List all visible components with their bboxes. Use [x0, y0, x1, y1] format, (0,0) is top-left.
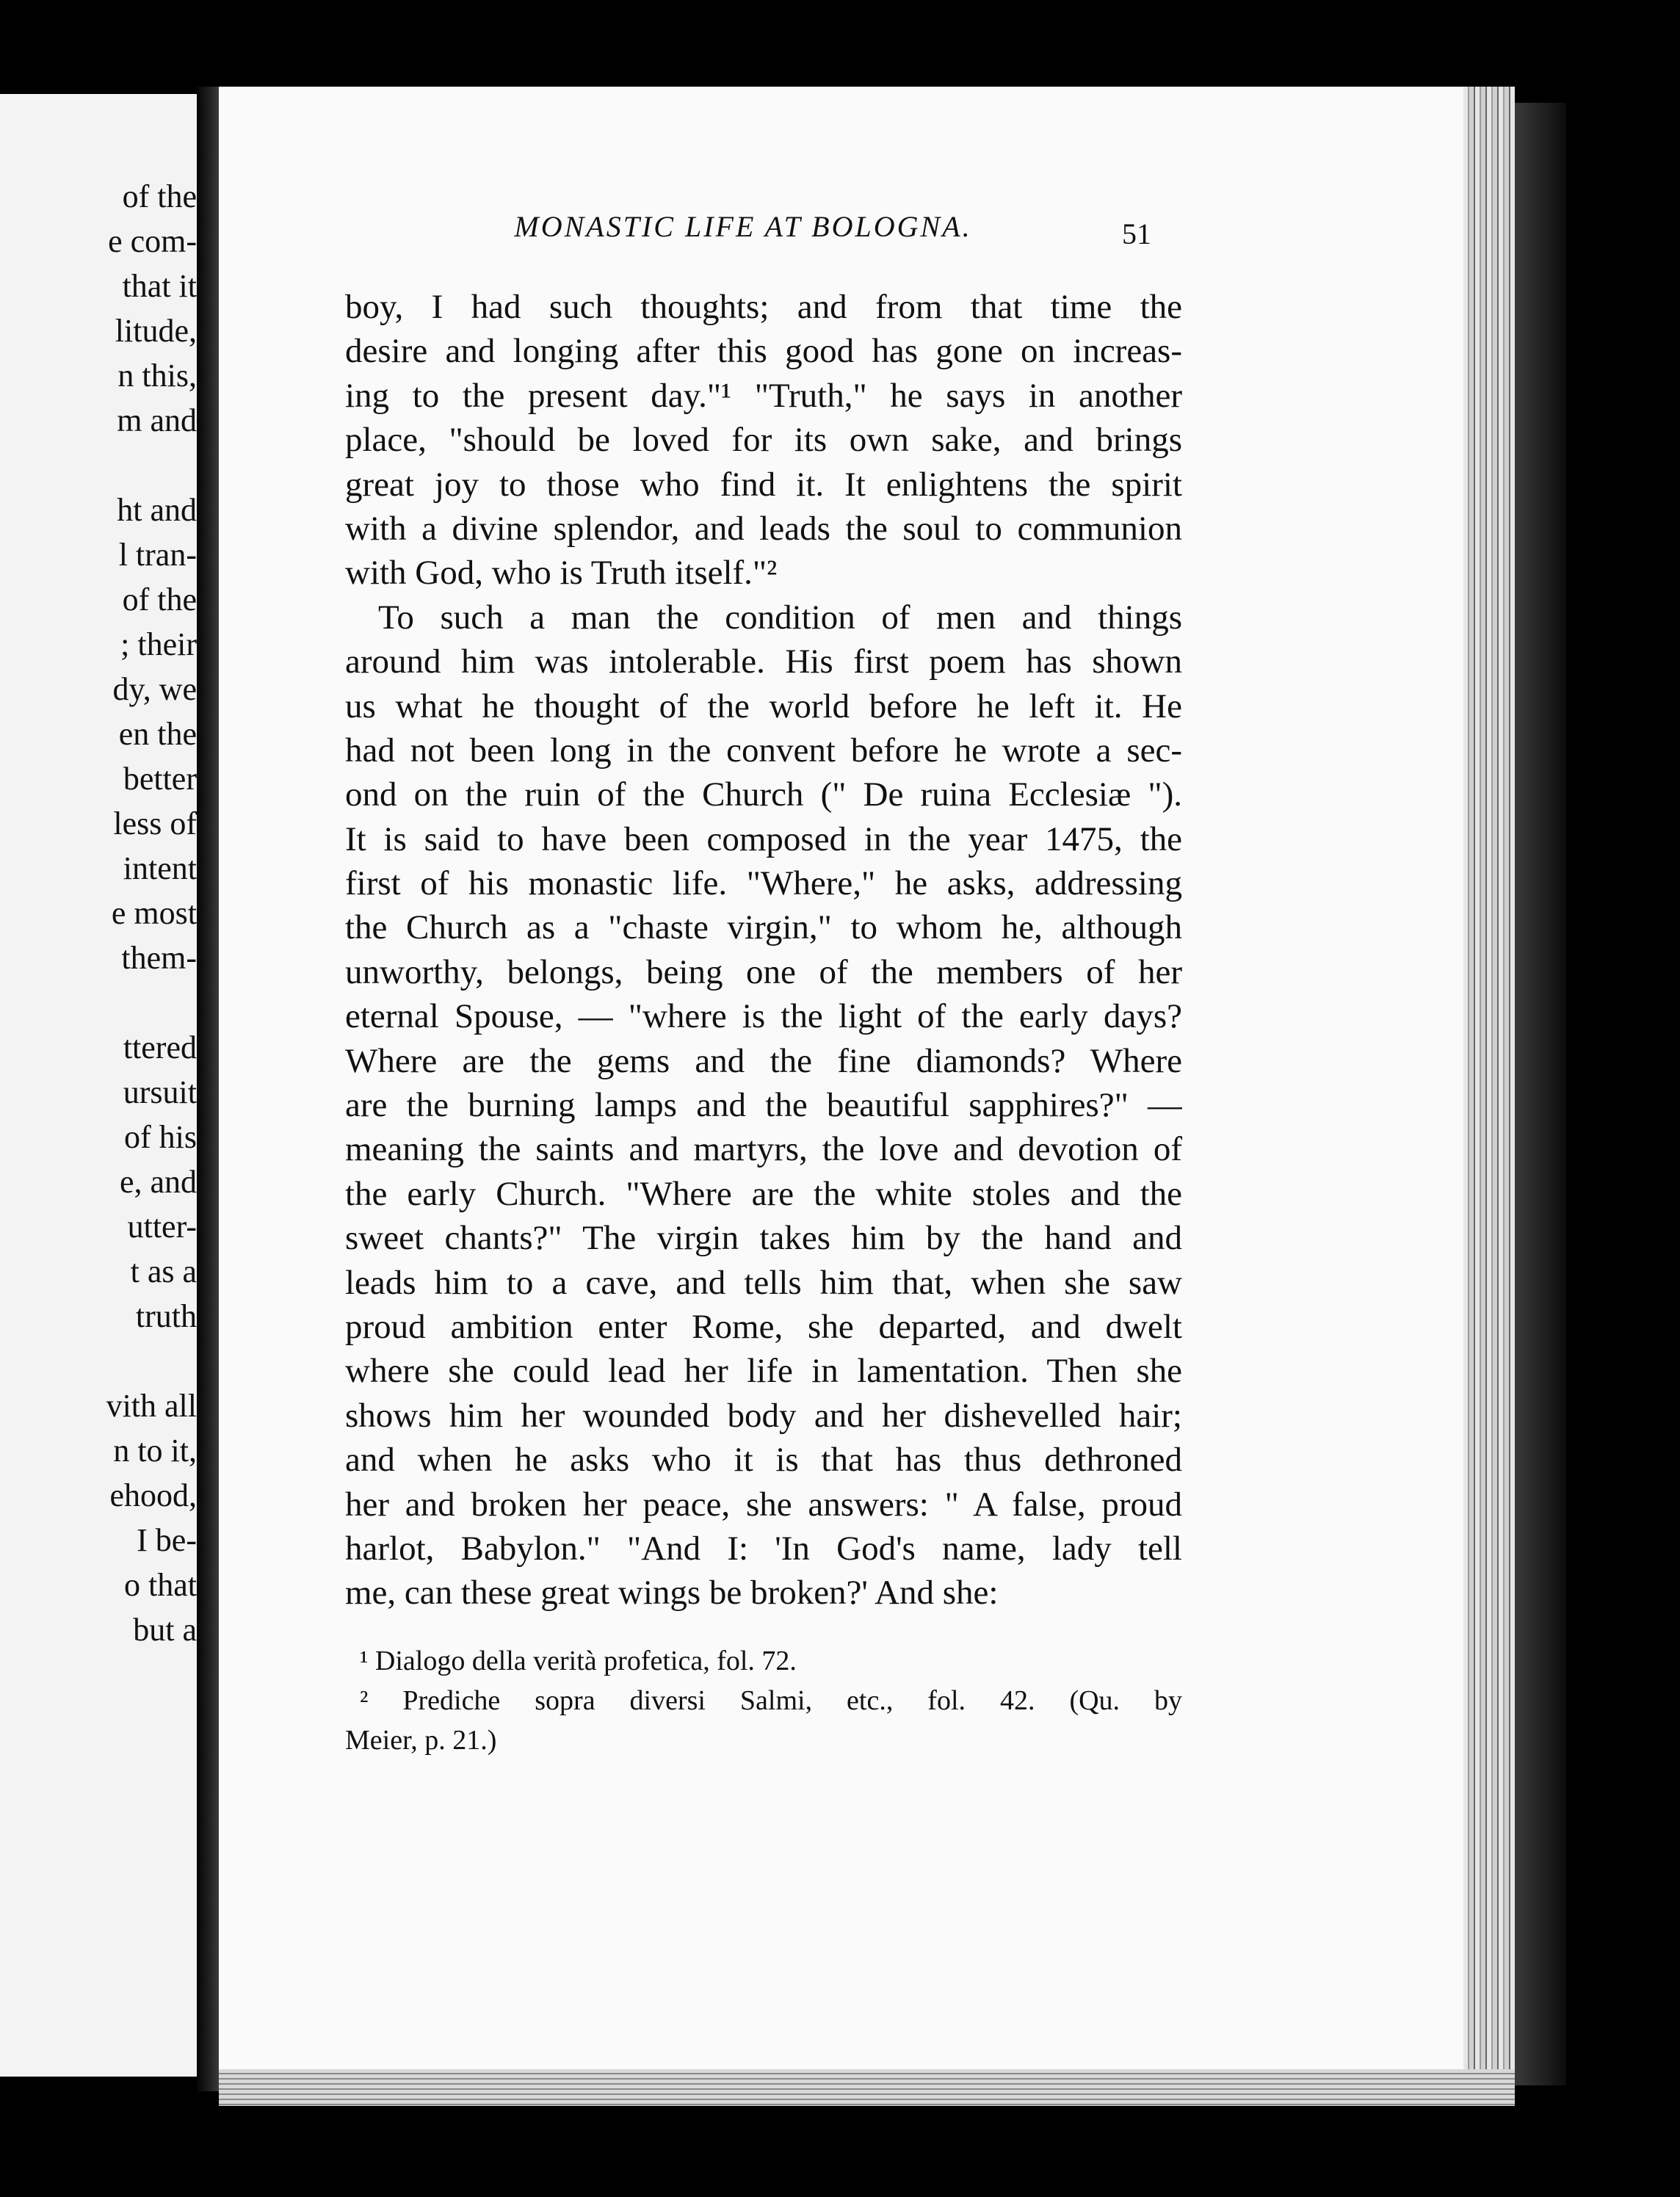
left-page-line: less of [113, 806, 197, 841]
text-line: ond on the ruin of the Church (" De ruina Ecclesiæ "). [345, 775, 1182, 814]
running-head: MONASTIC LIFE AT BOLOGNA. [514, 210, 972, 243]
left-page-line: ht and [117, 492, 197, 528]
left-page-line: but a [133, 1612, 197, 1648]
left-page [0, 94, 197, 2077]
left-page-line: n this, [117, 358, 197, 394]
left-page-line: en the [118, 716, 197, 752]
text-line: great joy to those who find it. It enlightens the spirit [345, 465, 1182, 504]
left-page-line: intent [123, 850, 197, 886]
text-line: first of his monastic life. "Where," he asks, addressing [345, 864, 1182, 903]
left-page-line: of his [124, 1119, 197, 1155]
text-line: the early Church. "Where are the white stoles and the [345, 1174, 1182, 1213]
left-page-line: e com- [108, 223, 197, 259]
text-line: with a divine splendor, and leads the soul to communion [345, 509, 1182, 548]
page-bottom-edge [219, 2069, 1515, 2106]
left-page-line: better [123, 761, 197, 797]
text-line: place, "should be loved for its own sake, and brings [345, 421, 1182, 460]
text-line: where she could lead her life in lamentation. Then she [345, 1352, 1182, 1391]
left-page-line: ehood, [109, 1477, 197, 1513]
left-page-line: of the [122, 582, 197, 618]
left-page-line: truth [135, 1298, 197, 1334]
left-page-line: n to it, [113, 1433, 197, 1469]
text-line: ing to the present day."¹ "Truth," he says in another [345, 376, 1182, 415]
page-number: 51 [1122, 217, 1151, 250]
left-page-line: litude, [115, 313, 197, 349]
text-line: Where are the gems and the fine diamonds? Where [345, 1041, 1182, 1080]
text-line: are the burning lamps and the beautiful sapphires?" — [345, 1086, 1182, 1125]
book-cover-edge [1515, 103, 1566, 2085]
left-page-line: e most [111, 895, 197, 931]
footnote-line: ² Prediche sopra diversi Salmi, etc., fol. 42. (Qu. by [360, 1685, 1182, 1716]
text-line: eternal Spouse, — "where is the light of the early days? [345, 997, 1182, 1036]
page-fore-edge [1463, 87, 1515, 2099]
text-line: sweet chants?" The virgin takes him by the hand and [345, 1219, 1182, 1258]
left-page-line: ttered [123, 1029, 197, 1065]
text-line: her and broken her peace, she answers: " A false, proud [345, 1485, 1182, 1524]
text-line: It is said to have been composed in the year 1475, the [345, 819, 1182, 858]
left-page-line: dy, we [112, 671, 197, 707]
left-page-line: m and [117, 402, 197, 438]
text-line: boy, I had such thoughts; and from that time the [345, 288, 1182, 326]
left-page-line: that it [122, 268, 197, 304]
text-line: the Church as a "chaste virgin," to whom he, although [345, 908, 1182, 947]
text-line: proud ambition enter Rome, she departed, and dwelt [345, 1307, 1182, 1346]
left-page-line: utter- [127, 1209, 197, 1245]
text-line: and when he asks who it is that has thus dethroned [345, 1441, 1182, 1480]
left-page-line: I be- [137, 1522, 197, 1558]
text-line: with God, who is Truth itself."² [345, 554, 778, 593]
left-page-line: l tran- [118, 537, 197, 573]
left-page-line: o that [124, 1567, 197, 1603]
left-page-line: of the [122, 178, 197, 214]
text-line: us what he thought of the world before he left it. He [345, 687, 1182, 725]
left-page-line: them- [121, 940, 197, 976]
text-line: desire and longing after this good has gone on increas- [345, 332, 1182, 371]
footnote-line: Meier, p. 21.) [345, 1725, 497, 1756]
left-page-line: vith all [106, 1388, 197, 1424]
left-page-line: ; their [120, 626, 197, 662]
text-line: around him was intolerable. His first poem has shown [345, 643, 1182, 681]
text-line: To such a man the condition of men and things [378, 598, 1182, 637]
left-page-line: ursuit [123, 1074, 197, 1110]
text-line: me, can these great wings be broken?' And she: [345, 1574, 999, 1613]
text-line: harlot, Babylon." "And I: 'In God's name, lady tell [345, 1529, 1182, 1568]
text-line: shows him her wounded body and her dishevelled hair; [345, 1396, 1182, 1435]
text-line: had not been long in the convent before he wrote a sec- [345, 731, 1182, 770]
footnote-line: ¹ Dialogo della verità profetica, fol. 72. [360, 1646, 797, 1676]
text-line: unworthy, belongs, being one of the members of her [345, 952, 1182, 991]
body-text [345, 285, 1182, 1615]
footnotes [345, 1641, 1182, 1760]
left-page-line: e, and [119, 1164, 197, 1200]
left-page-line: t as a [130, 1253, 197, 1289]
text-line: meaning the saints and martyrs, the love and devotion of [345, 1130, 1182, 1169]
text-line: leads him to a cave, and tells him that, when she saw [345, 1263, 1182, 1302]
